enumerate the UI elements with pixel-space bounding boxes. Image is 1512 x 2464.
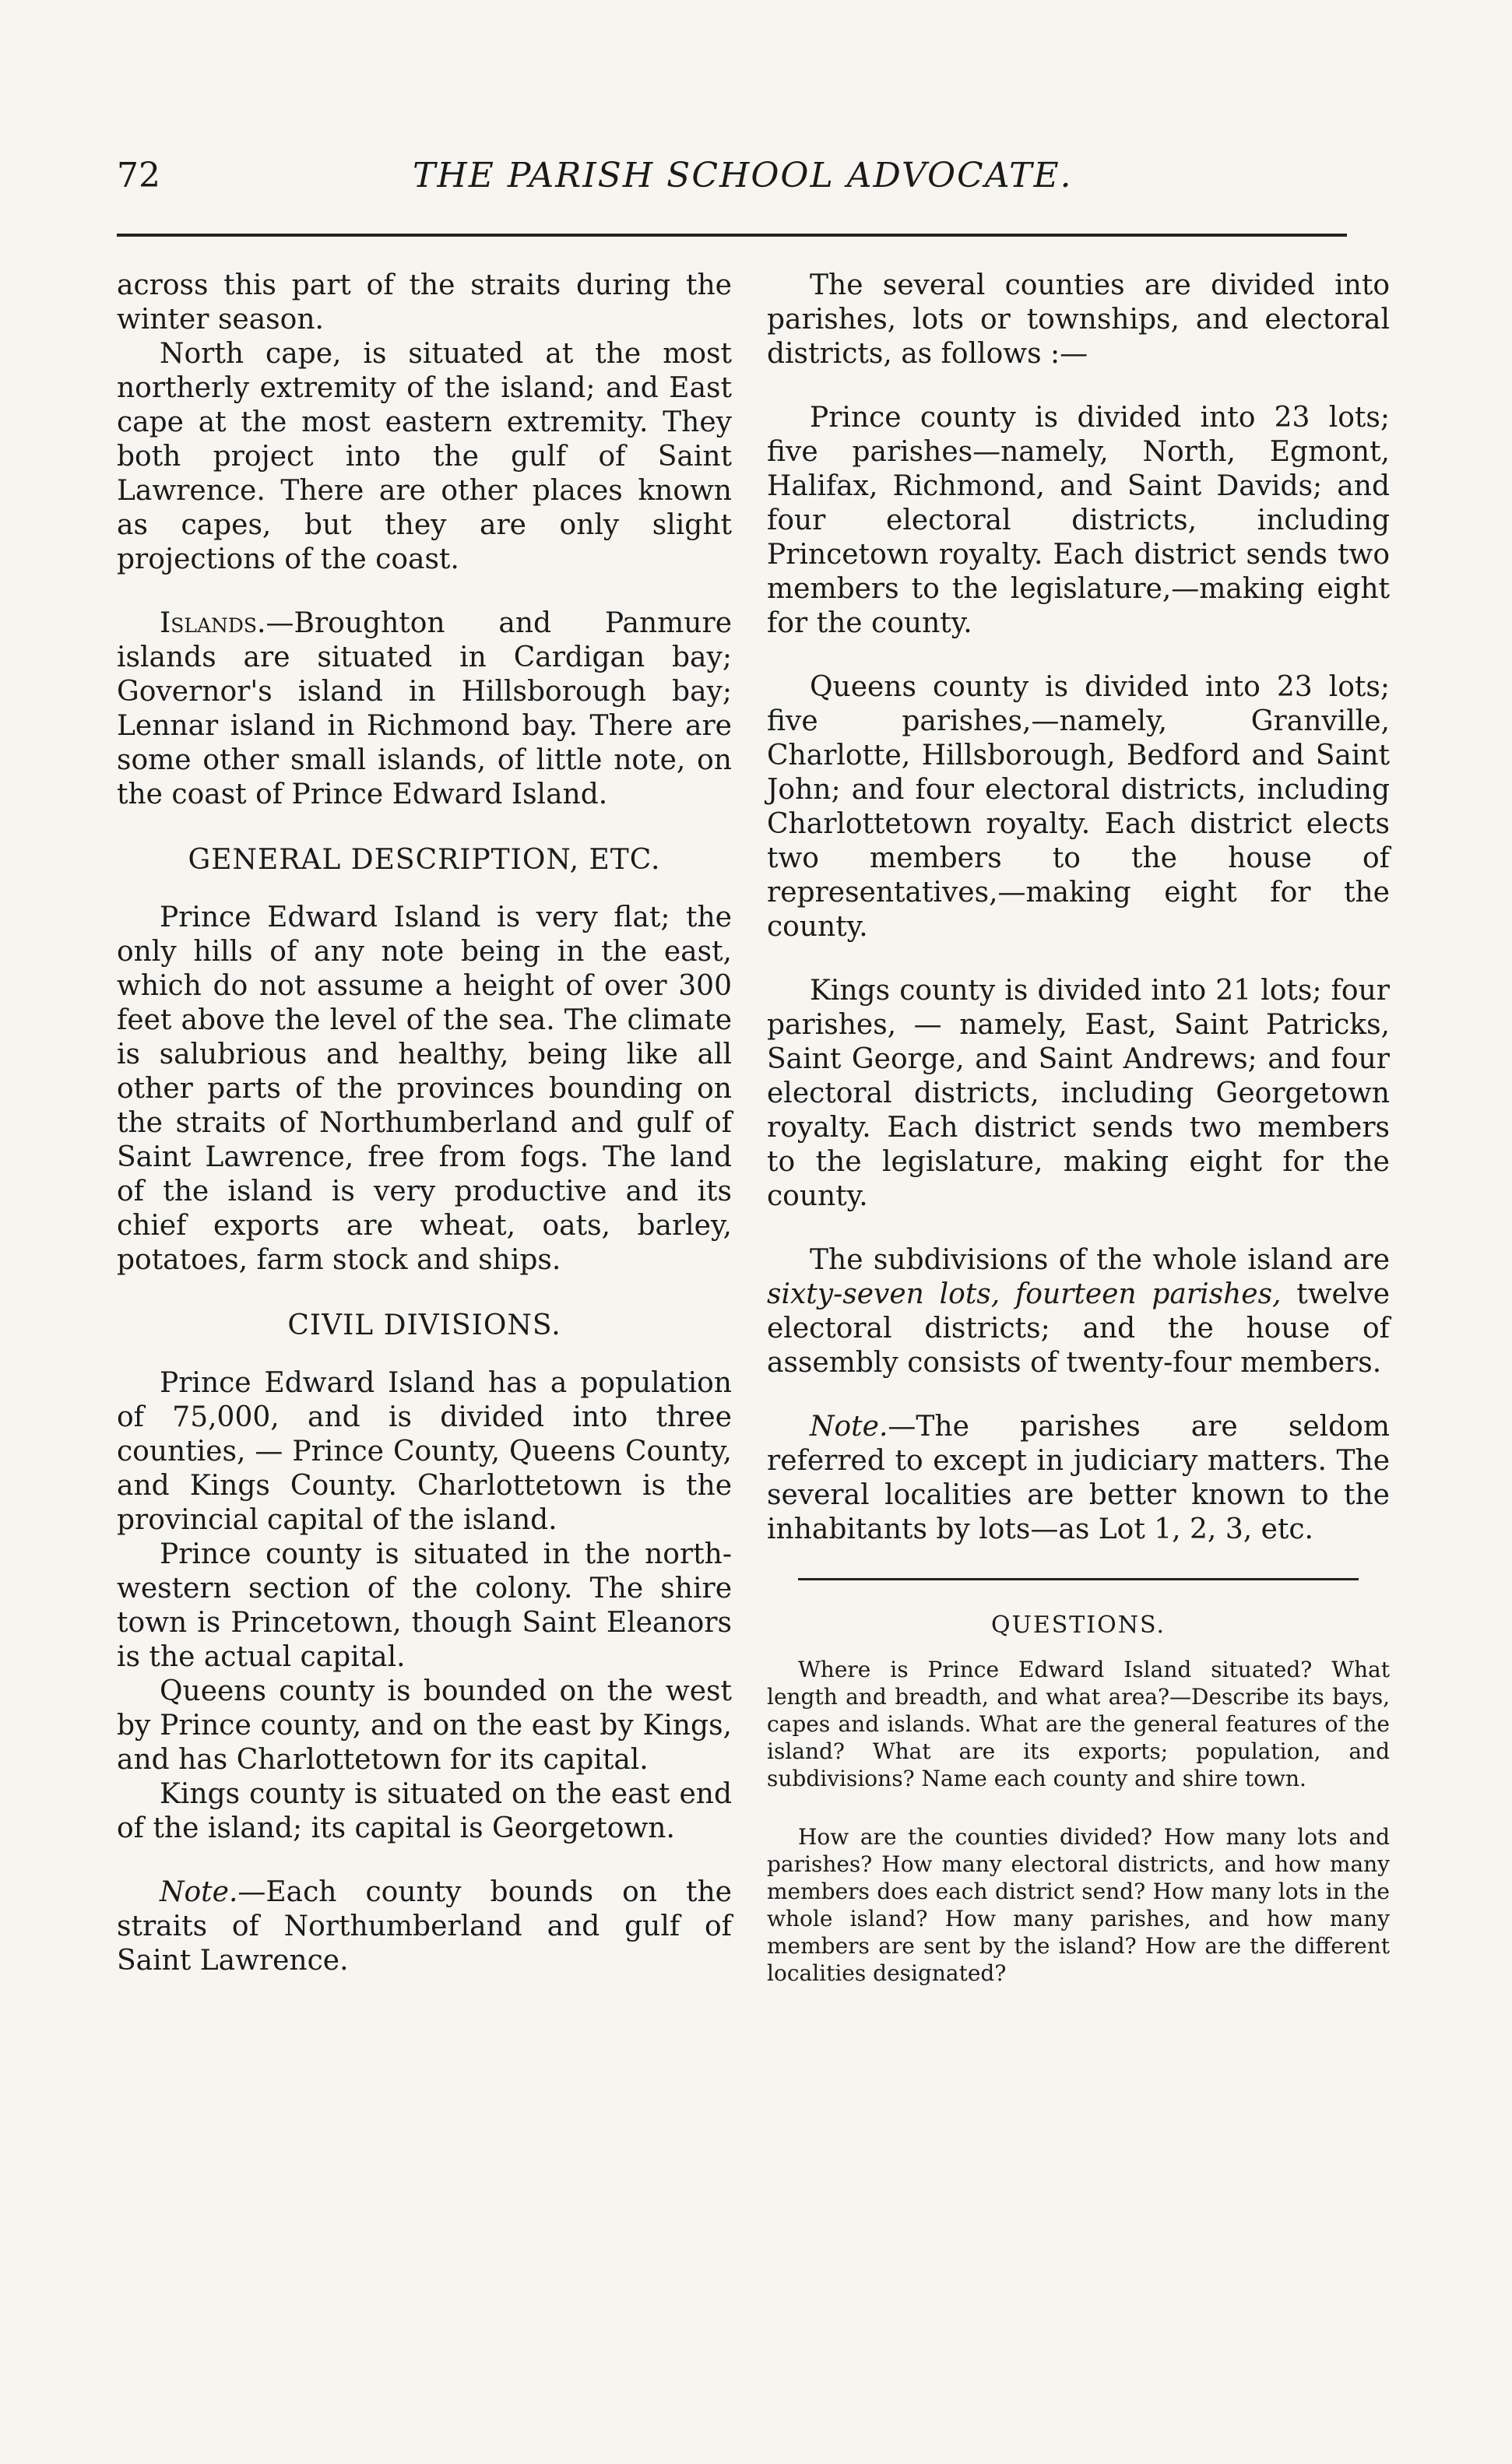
paragraph-prince-lots: Prince county is divided into 23 lots; five parishes—namely, North, Egmont, Halifax, Richmond, and Saint Davids; and four electoral districts, including Princetown royalty. Each district sends two members to the legislature,—making eight for the county.: [767, 402, 1390, 639]
subdivisions-b: sixty-seven lots, fourteen parishes,: [767, 1278, 1282, 1310]
note-right-lead: Note.: [810, 1411, 888, 1443]
paragraph-counties-divided: The several counties are divided into parishes, lots or townships, and electoral districts, as follows :—: [767, 269, 1390, 370]
header-rule: [117, 234, 1347, 237]
islands-lead: Islands.: [160, 607, 266, 639]
subdivisions-c: twelve electoral districts; and the house of assembly consists of twenty-four members.: [767, 1278, 1391, 1379]
heading-general-description: GENERAL DESCRIPTION, ETC.: [188, 844, 661, 876]
paragraph-kings-lots: Kings county is divided into 21 lots; four parishes, — namely, East, Saint Patricks, Saint George, and Saint Andrews; and four electoral districts, including Georgetown royalty. Each district sends two members to the legislature, making eight for the county.: [767, 975, 1390, 1212]
page-number: 72: [117, 156, 160, 195]
paragraph-kings-county: Kings county is situated on the east end of the island; its capital is Georgetown.: [117, 1778, 732, 1844]
paragraph-prince-county: Prince county is situated in the north-western section of the colony. The shire town is Princetown, though Saint Eleanors is the actual capital.: [117, 1538, 732, 1673]
questions-heading: QUESTIONS.: [990, 1612, 1166, 1639]
note-lead: Note.: [160, 1876, 238, 1908]
paragraph-straits-continued: across this part of the straits during the winter season.: [117, 269, 732, 336]
paragraph-islands: [117, 606, 732, 812]
paragraph-subdivisions: [767, 1243, 1390, 1380]
questions-paragraph-2: How are the counties divided? How many lots and parishes? How many electoral districts, and how many members does each district send? How many lots in the whole island? How many parishes, and how many members are sent by the island? How are the different localities designated?: [767, 1824, 1390, 1986]
questions-paragraph-1: Where is Prince Edward Island situated? What length and breadth, and what area?—Describe its bays, capes and islands. What are the general features of the island? What are its exports; population, and subdivisions? Name each county and shire town.: [767, 1657, 1390, 1791]
running-head: THE PARISH SCHOOL ADVOCATE.: [413, 156, 1073, 195]
islands-text: —Broughton and Panmure islands are situated in Cardigan bay; Governor's island in Hillsborough bay; Lennar island in Richmond bay. There are some other small islands, of little note, on the coast of Prince Edward Island.: [117, 607, 732, 810]
note-right-text: —The parishes are seldom referred to except in judiciary matters. The several localities are better known to the inhabitants by lots—as Lot 1, 2, 3, etc.: [767, 1411, 1390, 1545]
paragraph-queens-lots: Queens county is divided into 23 lots; five parishes,—namely, Granville, Charlotte, Hillsborough, Bedford and Saint John; and four electoral districts, including Charlottetown royalty. Each district elects two members to the house of representatives,—making eight for the county.: [767, 671, 1390, 943]
questions-rule: [798, 1578, 1359, 1580]
paragraph-note-left: [117, 1875, 732, 1978]
right-column: [767, 269, 1390, 1987]
left-column: [117, 269, 732, 1978]
paragraph-general-description: Prince Edward Island is very flat; the only hills of any note being in the east, which do not assume a height of over 300 feet above the level of the sea. The climate is salubrious and healthy, being like all other parts of the provinces bounding on the straits of Northumberland and gulf of Saint Lawrence, free from fogs. The land of the island is very productive and its chief exports are wheat, oats, barley, potatoes, farm stock and ships.: [117, 902, 732, 1276]
page-header: [117, 146, 1363, 216]
paragraph-population: Prince Edward Island has a population of 75,000, and is divided into three counties, — Prince County, Queens County, and Kings County. Charlottetown is the provincial capital of the island.: [117, 1367, 732, 1536]
paragraph-note-right: [767, 1410, 1390, 1547]
heading-civil-divisions: CIVIL DIVISIONS.: [287, 1309, 561, 1341]
paragraph-queens-county: Queens county is bounded on the west by Prince county, and on the east by Kings, and has Charlottetown for its capital.: [117, 1675, 732, 1776]
subdivisions-a: The subdivisions of the whole island are: [810, 1244, 1390, 1276]
note-text: —Each county bounds on the straits of Northumberland and gulf of Saint Lawrence.: [117, 1876, 732, 1977]
paragraph-capes: North cape, is situated at the most northerly extremity of the island; and East cape at the most eastern extremity. They both project into the gulf of Saint Lawrence. There are other places known as capes, but they are only slight projections of the coast.: [117, 338, 732, 575]
